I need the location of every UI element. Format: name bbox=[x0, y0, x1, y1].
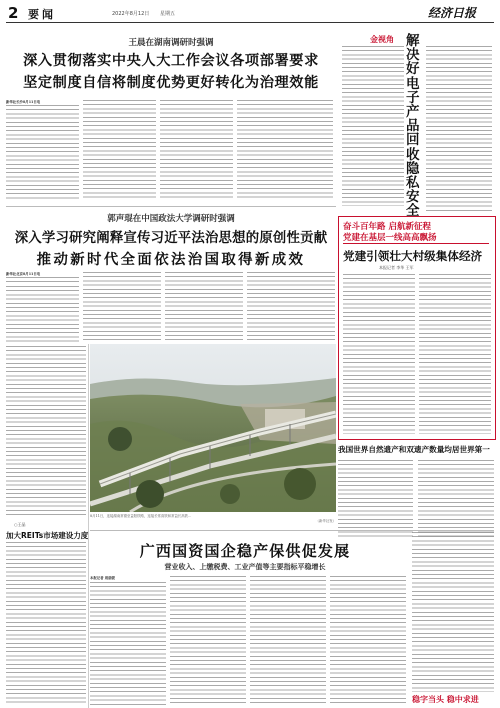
article-kicker: 郭声琨在中国政法大学调研时强调 bbox=[107, 214, 235, 224]
body-text-col bbox=[83, 100, 156, 201]
column-title: 金视角 bbox=[370, 35, 394, 44]
body-text-col bbox=[6, 277, 79, 285]
section-name: 要闻 bbox=[28, 8, 56, 21]
news-photo bbox=[90, 344, 336, 512]
article-headline-line1: 深入学习研究阐释宣传习近平法治思想的原创性贡献 bbox=[14, 231, 328, 246]
sidebar-divider bbox=[88, 344, 89, 708]
body-text-col bbox=[330, 576, 406, 706]
sidebar-text bbox=[6, 542, 86, 704]
article-subhead: 营业收入、上缴税费、工业产值等主要指标平稳增长 bbox=[164, 563, 326, 571]
box-title-rule bbox=[343, 243, 489, 244]
photo-caption-text: 8月11日，连接湖南常德至益阳铁路，连接长常高铁和常益长高铁… bbox=[90, 514, 192, 518]
body-text-col bbox=[160, 100, 233, 201]
column-headline: 解决好电子产品回收隐私安全 bbox=[406, 33, 420, 220]
masthead-rule bbox=[6, 22, 494, 23]
body-text-col bbox=[6, 286, 79, 342]
theme-banner: 稳字当头 稳中求进 bbox=[412, 695, 479, 704]
body-text-col bbox=[250, 576, 326, 706]
article-headline-line1: 深入贯彻落实中央人大工作会议各项部署要求 bbox=[23, 53, 319, 69]
article-lead: 新华社长沙8月11日电 bbox=[6, 100, 41, 104]
article-kicker: 王晨在湖南调研时强调 bbox=[128, 38, 214, 48]
box-text-col bbox=[343, 274, 415, 434]
body-text-col bbox=[247, 272, 335, 342]
body-text-col bbox=[6, 105, 79, 201]
body-text-col bbox=[412, 532, 494, 692]
section-divider bbox=[6, 206, 336, 207]
body-text-col bbox=[90, 582, 166, 706]
body-text-col bbox=[418, 460, 494, 540]
commentary-column bbox=[340, 26, 494, 220]
section-divider bbox=[90, 530, 494, 531]
article-headline: 我国世界自然遗产和双遗产数量均居世界第一 bbox=[338, 445, 490, 454]
body-text-col bbox=[237, 100, 333, 201]
newspaper-logo: 经济日报 bbox=[428, 6, 477, 20]
box-byline: 本报记者 李华 王军 bbox=[379, 265, 414, 270]
photo-credit: （新华社发） bbox=[315, 519, 336, 523]
article-wang-chen bbox=[6, 26, 336, 204]
photo-caption bbox=[90, 514, 336, 528]
issue-date: 2022年8月12日 bbox=[112, 11, 150, 17]
article-lead: 新华社北京8月11日电 bbox=[6, 272, 41, 276]
page-number: 2 bbox=[8, 4, 19, 22]
column-text bbox=[426, 46, 492, 211]
body-text-col bbox=[170, 576, 246, 706]
body-text-col bbox=[83, 272, 161, 342]
column-text bbox=[342, 46, 404, 206]
article-headline-line2: 坚定制度自信将制度优势更好转化为治理效能 bbox=[23, 75, 319, 91]
party-building-box bbox=[338, 216, 496, 440]
sidebar-headline: 加大REITs市场建设力度 bbox=[6, 531, 89, 540]
box-main-headline: 党建引领壮大村级集体经济 bbox=[343, 249, 483, 263]
box-headline-line1: 奋斗百年路 启航新征程 bbox=[343, 222, 431, 232]
article-headline: 广西国资国企稳产保供促发展 bbox=[139, 542, 351, 560]
body-text-col bbox=[165, 272, 243, 342]
railway-bridge-photo bbox=[90, 344, 336, 512]
issue-weekday: 星期五 bbox=[160, 11, 176, 17]
body-text-col bbox=[338, 460, 413, 540]
masthead bbox=[0, 0, 500, 24]
box-text-col bbox=[419, 274, 491, 434]
article-headline-line2: 推动新时代全面依法治国取得新成效 bbox=[36, 252, 306, 268]
sidebar-author: ○王晶 bbox=[14, 522, 26, 527]
body-text-col bbox=[6, 346, 86, 516]
article-byline: 本报记者 周骁骏 bbox=[90, 576, 115, 580]
heritage-article bbox=[338, 440, 494, 544]
box-headline-line2: 党建在基层一线高高飘扬 bbox=[343, 233, 437, 243]
guangxi-article bbox=[90, 532, 494, 708]
